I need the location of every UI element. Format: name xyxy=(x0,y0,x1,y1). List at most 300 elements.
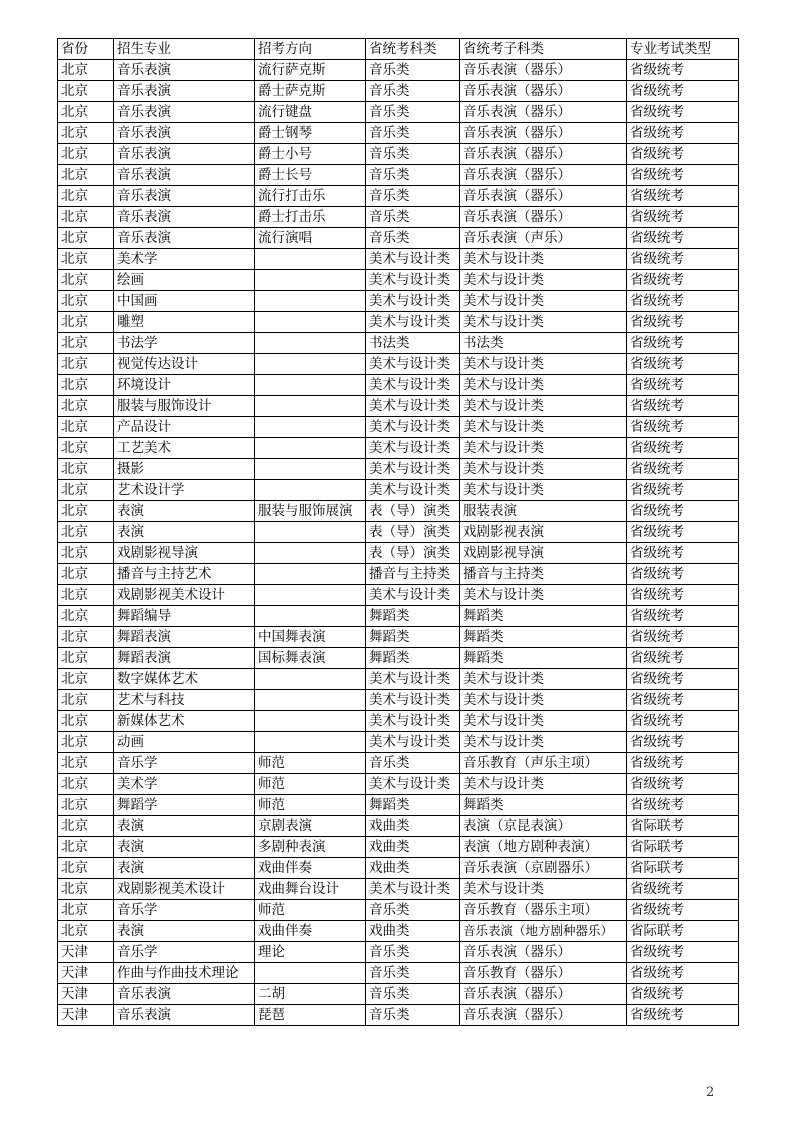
direction-cell: 琵琶 xyxy=(255,1005,366,1026)
category-cell: 音乐类 xyxy=(366,144,460,165)
subcategory-cell: 书法类 xyxy=(460,333,627,354)
subcategory-cell: 音乐表演（器乐） xyxy=(460,123,627,144)
major-cell: 音乐学 xyxy=(114,942,255,963)
province-cell: 北京 xyxy=(58,438,114,459)
subcategory-cell: 音乐教育（器乐主项） xyxy=(460,900,627,921)
category-cell: 美术与设计类 xyxy=(366,396,460,417)
major-cell: 音乐表演 xyxy=(114,144,255,165)
category-cell: 音乐类 xyxy=(366,942,460,963)
direction-cell xyxy=(255,312,366,333)
table-row xyxy=(58,459,739,480)
direction-cell: 爵士小号 xyxy=(255,144,366,165)
subcategory-cell: 美术与设计类 xyxy=(460,711,627,732)
category-cell: 表（导）演类 xyxy=(366,522,460,543)
province-cell: 北京 xyxy=(58,249,114,270)
table-row xyxy=(58,333,739,354)
province-cell: 北京 xyxy=(58,522,114,543)
category-cell: 美术与设计类 xyxy=(366,690,460,711)
major-cell: 舞蹈学 xyxy=(114,795,255,816)
category-cell: 音乐类 xyxy=(366,186,460,207)
major-cell: 音乐表演 xyxy=(114,186,255,207)
header-row xyxy=(58,39,739,60)
direction-cell: 师范 xyxy=(255,900,366,921)
exam-type-cell: 省级统考 xyxy=(627,459,739,480)
table-row xyxy=(58,249,739,270)
province-cell: 北京 xyxy=(58,207,114,228)
subcategory-cell: 音乐表演（声乐） xyxy=(460,228,627,249)
subcategory-cell: 表演（地方剧种表演） xyxy=(460,837,627,858)
province-cell: 北京 xyxy=(58,417,114,438)
exam-type-cell: 省级统考 xyxy=(627,585,739,606)
province-cell: 北京 xyxy=(58,270,114,291)
province-cell: 北京 xyxy=(58,228,114,249)
major-cell: 环境设计 xyxy=(114,375,255,396)
table-row xyxy=(58,396,739,417)
major-cell: 作曲与作曲技术理论 xyxy=(114,963,255,984)
subcategory-cell: 美术与设计类 xyxy=(460,585,627,606)
header-direction: 招考方向 xyxy=(255,39,366,60)
major-cell: 美术学 xyxy=(114,249,255,270)
direction-cell xyxy=(255,585,366,606)
province-cell: 北京 xyxy=(58,81,114,102)
province-cell: 北京 xyxy=(58,375,114,396)
exam-type-cell: 省级统考 xyxy=(627,627,739,648)
exam-type-cell: 省级统考 xyxy=(627,669,739,690)
table-row xyxy=(58,165,739,186)
exam-type-cell: 省级统考 xyxy=(627,312,739,333)
direction-cell xyxy=(255,732,366,753)
table-row xyxy=(58,648,739,669)
province-cell: 北京 xyxy=(58,501,114,522)
direction-cell xyxy=(255,711,366,732)
province-cell: 北京 xyxy=(58,900,114,921)
table-row xyxy=(58,207,739,228)
major-cell: 音乐表演 xyxy=(114,60,255,81)
category-cell: 美术与设计类 xyxy=(366,459,460,480)
province-cell: 北京 xyxy=(58,816,114,837)
subcategory-cell: 美术与设计类 xyxy=(460,354,627,375)
major-cell: 舞蹈表演 xyxy=(114,648,255,669)
province-cell: 北京 xyxy=(58,711,114,732)
province-cell: 北京 xyxy=(58,753,114,774)
table-row xyxy=(58,480,739,501)
major-cell: 视觉传达设计 xyxy=(114,354,255,375)
exam-type-cell: 省级统考 xyxy=(627,774,739,795)
direction-cell: 多剧种表演 xyxy=(255,837,366,858)
table-row xyxy=(58,942,739,963)
province-cell: 天津 xyxy=(58,1005,114,1026)
subcategory-cell: 音乐教育（器乐） xyxy=(460,963,627,984)
province-cell: 北京 xyxy=(58,858,114,879)
direction-cell xyxy=(255,354,366,375)
direction-cell: 流行演唱 xyxy=(255,228,366,249)
table-row xyxy=(58,858,739,879)
direction-cell: 师范 xyxy=(255,774,366,795)
category-cell: 戏曲类 xyxy=(366,837,460,858)
direction-cell: 爵士长号 xyxy=(255,165,366,186)
table-row xyxy=(58,795,739,816)
subcategory-cell: 美术与设计类 xyxy=(460,459,627,480)
exam-type-cell: 省际联考 xyxy=(627,858,739,879)
table-row xyxy=(58,270,739,291)
province-cell: 北京 xyxy=(58,144,114,165)
exam-type-cell: 省级统考 xyxy=(627,102,739,123)
major-cell: 动画 xyxy=(114,732,255,753)
category-cell: 播音与主持类 xyxy=(366,564,460,585)
direction-cell: 师范 xyxy=(255,753,366,774)
exam-type-cell: 省级统考 xyxy=(627,984,739,1005)
table-row xyxy=(58,228,739,249)
table-row xyxy=(58,669,739,690)
exam-type-cell: 省级统考 xyxy=(627,354,739,375)
category-cell: 音乐类 xyxy=(366,1005,460,1026)
category-cell: 舞蹈类 xyxy=(366,795,460,816)
province-cell: 北京 xyxy=(58,627,114,648)
exam-type-cell: 省级统考 xyxy=(627,144,739,165)
major-cell: 音乐表演 xyxy=(114,1005,255,1026)
exam-type-cell: 省级统考 xyxy=(627,270,739,291)
exam-type-cell: 省级统考 xyxy=(627,648,739,669)
province-cell: 北京 xyxy=(58,333,114,354)
subcategory-cell: 表演（京昆表演） xyxy=(460,816,627,837)
subcategory-cell: 美术与设计类 xyxy=(460,774,627,795)
subcategory-cell: 美术与设计类 xyxy=(460,732,627,753)
table-row xyxy=(58,417,739,438)
exam-type-cell: 省级统考 xyxy=(627,480,739,501)
major-cell: 戏剧影视美术设计 xyxy=(114,879,255,900)
table-row xyxy=(58,81,739,102)
table-row xyxy=(58,291,739,312)
category-cell: 美术与设计类 xyxy=(366,291,460,312)
exam-type-cell: 省级统考 xyxy=(627,60,739,81)
province-cell: 北京 xyxy=(58,879,114,900)
header-major: 招生专业 xyxy=(114,39,255,60)
subcategory-cell: 音乐表演（器乐） xyxy=(460,81,627,102)
exam-type-cell: 省级统考 xyxy=(627,291,739,312)
major-cell: 摄影 xyxy=(114,459,255,480)
category-cell: 音乐类 xyxy=(366,102,460,123)
table-row xyxy=(58,690,739,711)
subcategory-cell: 美术与设计类 xyxy=(460,249,627,270)
major-cell: 音乐表演 xyxy=(114,165,255,186)
exam-type-cell: 省际联考 xyxy=(627,837,739,858)
header-province: 省份 xyxy=(58,39,114,60)
direction-cell xyxy=(255,333,366,354)
exam-type-cell: 省级统考 xyxy=(627,249,739,270)
direction-cell xyxy=(255,249,366,270)
major-cell: 音乐学 xyxy=(114,900,255,921)
table-row xyxy=(58,375,739,396)
category-cell: 美术与设计类 xyxy=(366,774,460,795)
exam-type-cell: 省级统考 xyxy=(627,123,739,144)
major-cell: 舞蹈表演 xyxy=(114,627,255,648)
exam-type-cell: 省级统考 xyxy=(627,732,739,753)
table-row xyxy=(58,816,739,837)
direction-cell: 国标舞表演 xyxy=(255,648,366,669)
subcategory-cell: 美术与设计类 xyxy=(460,669,627,690)
direction-cell: 二胡 xyxy=(255,984,366,1005)
major-cell: 美术学 xyxy=(114,774,255,795)
table-row xyxy=(58,732,739,753)
major-cell: 新媒体艺术 xyxy=(114,711,255,732)
category-cell: 音乐类 xyxy=(366,207,460,228)
table-row xyxy=(58,984,739,1005)
subcategory-cell: 戏剧影视表演 xyxy=(460,522,627,543)
exam-type-cell: 省级统考 xyxy=(627,690,739,711)
category-cell: 舞蹈类 xyxy=(366,627,460,648)
subcategory-cell: 音乐表演（器乐） xyxy=(460,1005,627,1026)
category-cell: 音乐类 xyxy=(366,60,460,81)
subcategory-cell: 美术与设计类 xyxy=(460,690,627,711)
table-row xyxy=(58,354,739,375)
province-cell: 北京 xyxy=(58,648,114,669)
major-cell: 书法学 xyxy=(114,333,255,354)
table-row xyxy=(58,711,739,732)
category-cell: 美术与设计类 xyxy=(366,249,460,270)
major-cell: 艺术设计学 xyxy=(114,480,255,501)
table-row xyxy=(58,837,739,858)
major-cell: 工艺美术 xyxy=(114,438,255,459)
table-row xyxy=(58,900,739,921)
province-cell: 北京 xyxy=(58,564,114,585)
exam-type-cell: 省际联考 xyxy=(627,921,739,942)
province-cell: 北京 xyxy=(58,165,114,186)
subcategory-cell: 美术与设计类 xyxy=(460,270,627,291)
province-cell: 北京 xyxy=(58,480,114,501)
subcategory-cell: 音乐表演（器乐） xyxy=(460,186,627,207)
exam-type-cell: 省级统考 xyxy=(627,900,739,921)
exam-type-cell: 省级统考 xyxy=(627,879,739,900)
major-cell: 音乐表演 xyxy=(114,984,255,1005)
direction-cell xyxy=(255,291,366,312)
major-cell: 音乐学 xyxy=(114,753,255,774)
direction-cell xyxy=(255,669,366,690)
table-row xyxy=(58,102,739,123)
province-cell: 北京 xyxy=(58,606,114,627)
province-cell: 北京 xyxy=(58,795,114,816)
table-row xyxy=(58,963,739,984)
table-row xyxy=(58,627,739,648)
direction-cell: 爵士钢琴 xyxy=(255,123,366,144)
major-cell: 服装与服饰设计 xyxy=(114,396,255,417)
subcategory-cell: 音乐表演（器乐） xyxy=(460,165,627,186)
province-cell: 天津 xyxy=(58,963,114,984)
exam-type-cell: 省级统考 xyxy=(627,963,739,984)
category-cell: 音乐类 xyxy=(366,984,460,1005)
major-cell: 戏剧影视美术设计 xyxy=(114,585,255,606)
category-cell: 美术与设计类 xyxy=(366,480,460,501)
category-cell: 表（导）演类 xyxy=(366,501,460,522)
category-cell: 音乐类 xyxy=(366,81,460,102)
category-cell: 美术与设计类 xyxy=(366,438,460,459)
direction-cell: 师范 xyxy=(255,795,366,816)
province-cell: 北京 xyxy=(58,585,114,606)
header-exam-category: 省统考科类 xyxy=(366,39,460,60)
exam-type-cell: 省级统考 xyxy=(627,165,739,186)
direction-cell xyxy=(255,417,366,438)
subcategory-cell: 舞蹈类 xyxy=(460,795,627,816)
province-cell: 北京 xyxy=(58,690,114,711)
province-cell: 北京 xyxy=(58,669,114,690)
category-cell: 美术与设计类 xyxy=(366,312,460,333)
direction-cell xyxy=(255,606,366,627)
direction-cell xyxy=(255,270,366,291)
table-row xyxy=(58,879,739,900)
exam-type-cell: 省级统考 xyxy=(627,333,739,354)
province-cell: 北京 xyxy=(58,123,114,144)
subcategory-cell: 美术与设计类 xyxy=(460,396,627,417)
exam-type-cell: 省级统考 xyxy=(627,795,739,816)
category-cell: 戏曲类 xyxy=(366,858,460,879)
category-cell: 音乐类 xyxy=(366,123,460,144)
province-cell: 北京 xyxy=(58,396,114,417)
table-row xyxy=(58,1005,739,1026)
direction-cell xyxy=(255,375,366,396)
province-cell: 北京 xyxy=(58,837,114,858)
category-cell: 音乐类 xyxy=(366,165,460,186)
major-cell: 数字媒体艺术 xyxy=(114,669,255,690)
table-body xyxy=(58,60,739,1026)
category-cell: 美术与设计类 xyxy=(366,585,460,606)
direction-cell xyxy=(255,396,366,417)
table-row xyxy=(58,543,739,564)
header-exam-type: 专业考试类型 xyxy=(627,39,739,60)
direction-cell xyxy=(255,459,366,480)
major-cell: 音乐表演 xyxy=(114,228,255,249)
major-cell: 表演 xyxy=(114,522,255,543)
subcategory-cell: 音乐表演（器乐） xyxy=(460,207,627,228)
province-cell: 北京 xyxy=(58,291,114,312)
major-cell: 产品设计 xyxy=(114,417,255,438)
exam-type-cell: 省级统考 xyxy=(627,81,739,102)
direction-cell: 中国舞表演 xyxy=(255,627,366,648)
direction-cell: 爵士萨克斯 xyxy=(255,81,366,102)
province-cell: 北京 xyxy=(58,543,114,564)
direction-cell xyxy=(255,963,366,984)
category-cell: 美术与设计类 xyxy=(366,669,460,690)
province-cell: 天津 xyxy=(58,942,114,963)
subcategory-cell: 美术与设计类 xyxy=(460,438,627,459)
subcategory-cell: 美术与设计类 xyxy=(460,375,627,396)
category-cell: 美术与设计类 xyxy=(366,732,460,753)
province-cell: 北京 xyxy=(58,312,114,333)
category-cell: 美术与设计类 xyxy=(366,417,460,438)
subcategory-cell: 音乐表演（器乐） xyxy=(460,60,627,81)
province-cell: 北京 xyxy=(58,732,114,753)
exam-type-cell: 省级统考 xyxy=(627,942,739,963)
category-cell: 美术与设计类 xyxy=(366,375,460,396)
direction-cell xyxy=(255,522,366,543)
table-row xyxy=(58,60,739,81)
subcategory-cell: 美术与设计类 xyxy=(460,417,627,438)
exam-type-cell: 省级统考 xyxy=(627,417,739,438)
major-cell: 音乐表演 xyxy=(114,81,255,102)
major-cell: 表演 xyxy=(114,921,255,942)
table-row xyxy=(58,501,739,522)
exam-type-cell: 省级统考 xyxy=(627,207,739,228)
major-cell: 表演 xyxy=(114,837,255,858)
category-cell: 舞蹈类 xyxy=(366,648,460,669)
category-cell: 音乐类 xyxy=(366,753,460,774)
direction-cell xyxy=(255,480,366,501)
exam-type-cell: 省级统考 xyxy=(627,564,739,585)
direction-cell: 爵士打击乐 xyxy=(255,207,366,228)
major-cell: 音乐表演 xyxy=(114,207,255,228)
province-cell: 天津 xyxy=(58,984,114,1005)
category-cell: 舞蹈类 xyxy=(366,606,460,627)
direction-cell: 戏曲舞台设计 xyxy=(255,879,366,900)
exam-type-cell: 省级统考 xyxy=(627,375,739,396)
major-cell: 表演 xyxy=(114,858,255,879)
page-number: 2 xyxy=(706,1085,715,1100)
major-cell: 音乐表演 xyxy=(114,123,255,144)
direction-cell xyxy=(255,543,366,564)
subcategory-cell: 美术与设计类 xyxy=(460,879,627,900)
subcategory-cell: 戏剧影视导演 xyxy=(460,543,627,564)
category-cell: 音乐类 xyxy=(366,963,460,984)
subcategory-cell: 舞蹈类 xyxy=(460,606,627,627)
exam-type-cell: 省级统考 xyxy=(627,711,739,732)
table-row xyxy=(58,144,739,165)
major-cell: 音乐表演 xyxy=(114,102,255,123)
subcategory-cell: 音乐表演（地方剧种器乐） xyxy=(460,921,627,942)
direction-cell xyxy=(255,438,366,459)
exam-type-cell: 省级统考 xyxy=(627,753,739,774)
table-row xyxy=(58,123,739,144)
subcategory-cell: 音乐表演（器乐） xyxy=(460,144,627,165)
direction-cell: 流行打击乐 xyxy=(255,186,366,207)
exam-type-cell: 省级统考 xyxy=(627,522,739,543)
direction-cell: 京剧表演 xyxy=(255,816,366,837)
subcategory-cell: 音乐表演（京剧器乐） xyxy=(460,858,627,879)
major-cell: 表演 xyxy=(114,816,255,837)
header-exam-subcategory: 省统考子科类 xyxy=(460,39,627,60)
subcategory-cell: 服装表演 xyxy=(460,501,627,522)
exam-type-cell: 省级统考 xyxy=(627,228,739,249)
exam-type-cell: 省际联考 xyxy=(627,816,739,837)
category-cell: 音乐类 xyxy=(366,228,460,249)
province-cell: 北京 xyxy=(58,354,114,375)
direction-cell: 服装与服饰展演 xyxy=(255,501,366,522)
category-cell: 美术与设计类 xyxy=(366,354,460,375)
major-cell: 雕塑 xyxy=(114,312,255,333)
table-row xyxy=(58,522,739,543)
major-cell: 中国画 xyxy=(114,291,255,312)
province-cell: 北京 xyxy=(58,102,114,123)
exam-type-cell: 省级统考 xyxy=(627,501,739,522)
table-row xyxy=(58,564,739,585)
category-cell: 音乐类 xyxy=(366,900,460,921)
direction-cell xyxy=(255,690,366,711)
table-row xyxy=(58,312,739,333)
direction-cell: 戏曲伴奏 xyxy=(255,921,366,942)
category-cell: 美术与设计类 xyxy=(366,270,460,291)
exam-type-cell: 省级统考 xyxy=(627,606,739,627)
category-cell: 表（导）演类 xyxy=(366,543,460,564)
table-row xyxy=(58,438,739,459)
table-row xyxy=(58,753,739,774)
major-cell: 艺术与科技 xyxy=(114,690,255,711)
direction-cell: 理论 xyxy=(255,942,366,963)
province-cell: 北京 xyxy=(58,60,114,81)
table-row xyxy=(58,585,739,606)
subcategory-cell: 美术与设计类 xyxy=(460,291,627,312)
province-cell: 北京 xyxy=(58,774,114,795)
category-cell: 书法类 xyxy=(366,333,460,354)
exam-type-cell: 省级统考 xyxy=(627,1005,739,1026)
subcategory-cell: 播音与主持类 xyxy=(460,564,627,585)
subcategory-cell: 音乐教育（声乐主项） xyxy=(460,753,627,774)
